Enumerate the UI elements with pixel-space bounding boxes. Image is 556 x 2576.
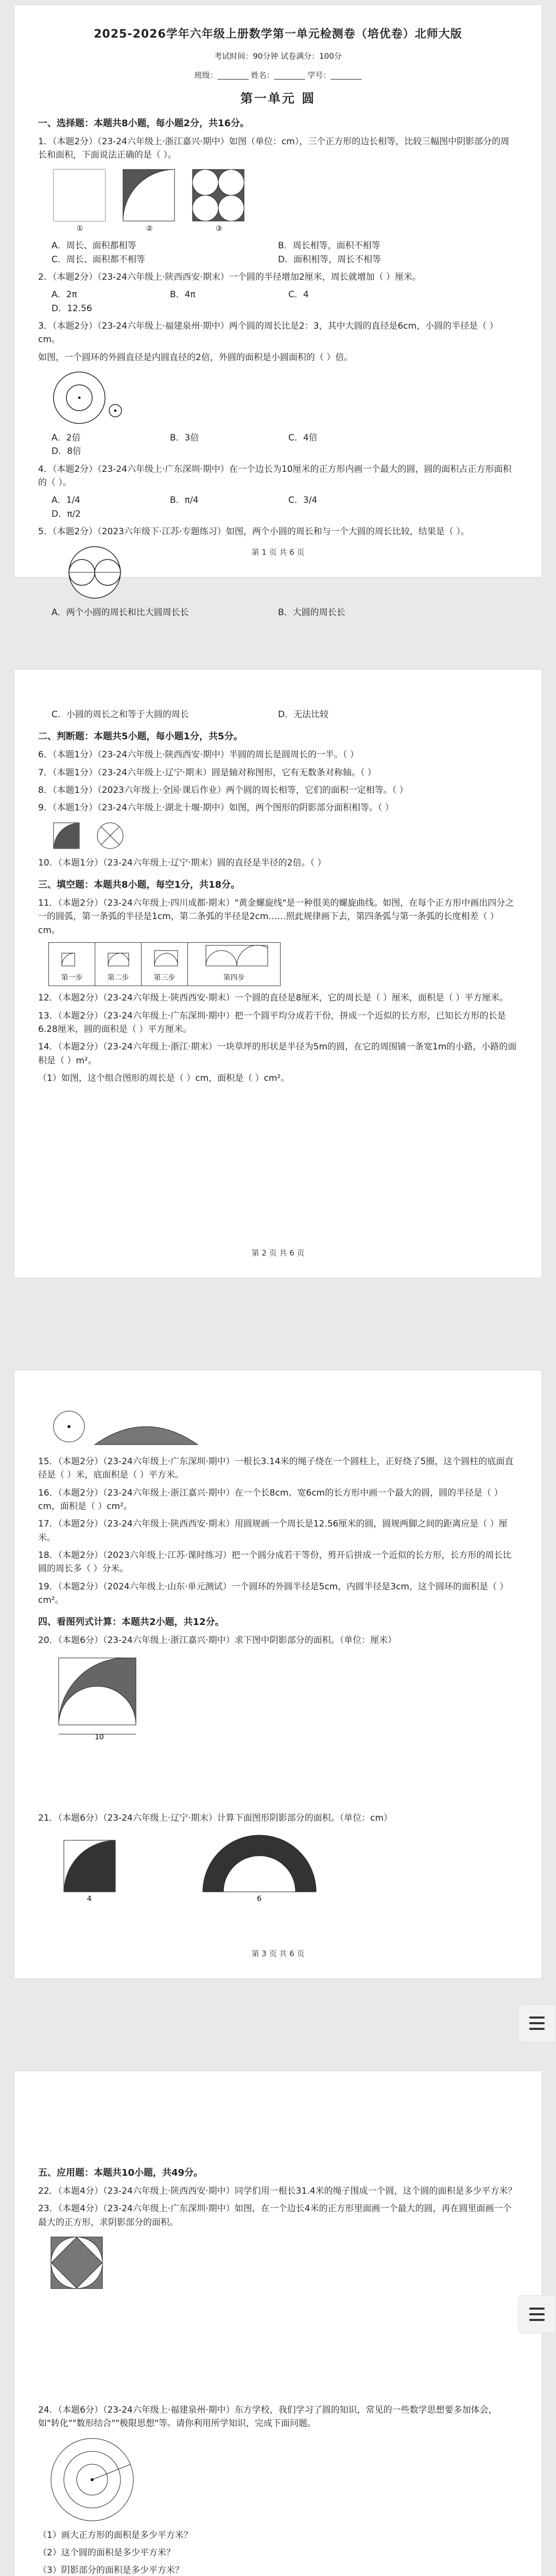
- option-b: B．周长相等，面积不相等: [278, 241, 380, 251]
- option-b: B．大圆的周长长: [278, 607, 345, 618]
- option-b: B．3倍: [170, 433, 199, 444]
- answer-space[interactable]: [38, 1745, 518, 1807]
- judge-question-7: 7．（本题1分）（23-24六年级上·辽宁·期末）圆是轴对称图形，它有无数条对称轴。（ ）: [38, 767, 376, 778]
- question-4: 4．（本题2分）（23-24六年级上·广东深圳·期中）在一个边长为10厘米的正方形内画一个最大的圆，圆的面积占正方形面积的（ ）。: [38, 464, 512, 488]
- menu-icon: [529, 2016, 545, 2019]
- document-title: 2025-2026学年六年级上册数学第一单元检测卷（培优卷）北师大版: [94, 28, 462, 41]
- figure-label: ③: [216, 225, 222, 233]
- fill-question-12: 12．（本题2分）（23-24六年级上·陕西西安·期末）一个圆的直径是8厘米，它的周长是（ ）厘米，面积是（ ）平方厘米。: [38, 993, 509, 1004]
- section-heading: 五、应用题：本题共10小题，共49分。: [38, 2167, 203, 2178]
- arch-shape: [203, 1835, 316, 1902]
- option-a: A．1/4: [51, 495, 80, 506]
- spiral-steps-table: [48, 942, 281, 986]
- question-2: 2．（本题2分）（23-24六年级上·陕西西安·期末）一个圆的半径增加2厘米，周长就增加（ ）厘米。: [38, 272, 422, 283]
- judge-figure: [48, 820, 518, 851]
- section-heading: 四、看图列式计算：本题共2小题，共12分。: [38, 1617, 224, 1628]
- page-2: [14, 670, 542, 1278]
- option-c: C．4倍: [288, 433, 318, 444]
- page-1: [14, 5, 542, 618]
- menu-icon: [529, 2308, 545, 2310]
- app-question-23: 23．（本题4分）（23-24六年级上·广东深圳·期中）如图，在一个边长4米的正方形里面画一个最大的圆，再在圆里面画一个最大的正方形，求阴影部分的面积。: [38, 2204, 512, 2228]
- figure-label: ②: [146, 225, 153, 233]
- concentric-figure: [48, 2436, 518, 2523]
- fill-question-14: 14．（本题2分）（23-24六年级上·浙江·期末）一块草坪的形状是半径为5m的圆，在它的周围铺一条宽1m的小路，小路的面积是（ ）m²。: [38, 1042, 517, 1066]
- option-d: D．无法比较: [278, 709, 329, 720]
- figure-square-1: [54, 170, 105, 221]
- side-menu-button[interactable]: [518, 2004, 556, 2042]
- app-question-24: 24．（本题6分）（23-24六年级上·福建泉州·期中）东方学校，我们学习了圆的知识，常见的一些数学思想要多加体会，如"转化""数形结合""极限思想"等。请你利用所学知识，完成下面问题。: [38, 2404, 497, 2429]
- option-d: D．面积相等，周长不相等: [278, 254, 381, 265]
- fill-question-16: 16．（本题2分）（23-24六年级上·浙江嘉兴·期中）在一个长8cm、宽6cm的长方形中画一个最大的圆，圆的半径是（ ）cm，面积是（ ）cm²。: [38, 1487, 503, 1512]
- side-menu-button[interactable]: [518, 2295, 556, 2333]
- calc-question-20: 20．（本题6分）（23-24六年级上·浙江嘉兴·期中）求下图中阴影部分的面积。（单位：厘米）: [38, 1635, 397, 1646]
- fill-question-14-sub: （1）如图，这个组合图形的周长是（ ）cm，面积是（ ）cm²。: [38, 1073, 290, 1083]
- dimension-label: 10: [95, 1733, 104, 1740]
- option-d: D．12.56: [51, 303, 92, 314]
- figure-label: ①: [77, 225, 83, 233]
- fill-question-17: 17．（本题2分）（23-24六年级上·陕西西安·期末）用圆规画一个周长是12.56厘米的圆，圆规两脚之间的距离应是（ ）厘米。: [38, 1519, 508, 1543]
- figure-square-2: [123, 170, 175, 221]
- fill-question-18: 18．（本题2分）（2023六年级上·江苏·课时练习）把一个圆分成若干等份，剪开后拼成一个近似的长方形，长方形的周长比圆的周长多（ ）分米。: [38, 1550, 512, 1574]
- dimension-label: 6: [257, 1895, 262, 1903]
- fill-question-11: 11．（本题2分）（23-24六年级上·四川成都·期末）"黄金螺旋线"是一种很美的螺旋曲线。如图，在每个正方形中画出四分之一的圆弧，第一条弧的半径是1cm，第二条弧的半径是2cm……照此规律画下去，第四条弧与第一条弧的长度相差（ ）cm。: [38, 897, 514, 936]
- option-c: C．小圆的周长之和等于大圆的周长: [51, 709, 189, 720]
- fill-question-13: 13．（本题2分）（23-24六年级上·广东深圳·期中）把一个圆平均分成若干份，拼成一个近似的长方形，已知长方形的长是6.28厘米，圆的面积是（ ）平方厘米。: [38, 1010, 506, 1035]
- question-1: 1．（本题2分）（23-24六年级上·浙江嘉兴·期中）如图（单位：cm），三个正方形的边长相等，比较三幅图中阴影部分的周长和面积，下面说法正确的是（ ）。: [38, 136, 510, 161]
- square-circle-figure: [48, 2234, 518, 2291]
- question-3: 3．（本题2分）（23-24六年级上·福建泉州·期中）两个圆的周长比是2：3，其中大圆的直径是6cm，小圆的半径是（ ）cm。: [38, 321, 498, 345]
- option-d: D．8倍: [51, 446, 81, 457]
- step-cell: 第二步: [95, 942, 142, 986]
- judge-question-10: 10．（本题1分）（23-24六年级上·辽宁·期末）圆的直径是半径的2倍。（ ）: [38, 857, 326, 868]
- page-4: [14, 2071, 542, 2576]
- exam-meta: 考试时间：90分钟 试卷满分：100分: [214, 52, 342, 61]
- ring-figure: [48, 369, 518, 426]
- answer-space[interactable]: [38, 2296, 518, 2399]
- sub-question-1: （1）画大正方形的面积是多少平方米？: [38, 2530, 193, 2540]
- page-number: 第 3 页 共 6 页: [251, 1948, 305, 1958]
- option-b: B．4π: [170, 290, 196, 300]
- section-heading: 一、选择题：本题共8小题，每小题2分，共16分。: [38, 117, 250, 129]
- quarter-shape: [64, 1840, 115, 1902]
- unit-title: 第一单元 圆: [240, 91, 316, 106]
- option-a: A．2π: [51, 290, 77, 300]
- option-a: A．2倍: [51, 433, 81, 444]
- option-d: D．π/2: [51, 509, 81, 519]
- question-3-note: 如图，一个圆环的外圆直径是内圆直径的2倍，外圆的面积是小圆面积的（ ）倍。: [38, 352, 353, 363]
- option-c: C．4: [288, 290, 309, 300]
- calc-question-21: 21．（本题6分）（23-24六年级上·辽宁·期末）计算下面图形阴影部分的面积。（单位：cm）: [38, 1812, 393, 1823]
- question-1-figure: [48, 167, 518, 234]
- option-a: A．两个小圆的周长和比大圆周长长: [51, 607, 189, 618]
- step-cell: 第四步: [188, 942, 281, 986]
- dimension-label: 4: [87, 1895, 92, 1903]
- student-info-line: 班级：________ 姓名：________ 学号：________: [194, 71, 362, 80]
- question-5: 5．（本题2分）（2023六年级下·江苏·专题练习）如图，两个小圆的周长和与一个大圆的周长比较，结果是（ ）。: [38, 527, 470, 537]
- option-b: B．π/4: [170, 495, 199, 506]
- section-heading: 二、判断题：本题共5小题，每小题1分，共5分。: [38, 731, 243, 742]
- option-c: C．3/4: [288, 495, 318, 506]
- judge-question-6: 6．（本题1分）（23-24六年级上·陕西西安·期中）半圆的周长是圆周长的一半。（ ）: [38, 750, 359, 760]
- sub-question-3: （3）阴影部分的面积是多少平方米？: [38, 2565, 184, 2576]
- shaded-square-figure: [48, 1653, 518, 1740]
- shaded-arch-figures: [48, 1830, 518, 1902]
- cylinder-rope-figure: [48, 1403, 518, 1450]
- figure-square-3: [193, 170, 244, 221]
- app-question-22: 22．（本题4分）（23-24六年级上·陕西西安·期中）同学们用一根长31.4米的绳子围成一个圆，这个圆的面积是多少平方米？: [38, 2185, 517, 2196]
- option-c: C．周长、面积都不相等: [51, 254, 145, 265]
- option-a: A．周长、面积都相等: [51, 241, 136, 251]
- fill-question-19: 19．（本题2分）（2024六年级上·山东·单元测试）一个圆环的外圆半径是5cm，内圆半径是3cm，这个圆环的面积是（ ）cm²。: [38, 1581, 509, 1606]
- page-number: 第 1 页 共 6 页: [251, 547, 305, 557]
- judge-question-8: 8．（本题1分）（2023六年级上·全国·课后作业）两个圆的周长相等，它们的面积一定相等。（ ）: [38, 785, 408, 795]
- section-heading: 三、填空题：本题共8小题，每空1分，共18分。: [38, 879, 240, 890]
- sub-question-2: （2）这个圆的面积是多少平方米？: [38, 2547, 175, 2558]
- step-cell: 第一步: [49, 942, 95, 986]
- page-number: 第 2 页 共 6 页: [251, 1248, 305, 1258]
- judge-question-9: 9．（本题1分）（23-24六年级上·湖北十堰·期中）如图，两个图形的阴影部分面积相等。（ ）: [38, 803, 394, 814]
- fill-question-15: 15．（本题2分）（23-24六年级上·广东深圳·期中）一根长3.14米的绳子绕在一个圆柱上，正好绕了5圈，这个圆柱的底面直径是（ ）米，底面积是（ ）平方米。: [38, 1456, 514, 1481]
- page-3: [14, 1370, 542, 1978]
- step-cell: 第三步: [142, 942, 188, 986]
